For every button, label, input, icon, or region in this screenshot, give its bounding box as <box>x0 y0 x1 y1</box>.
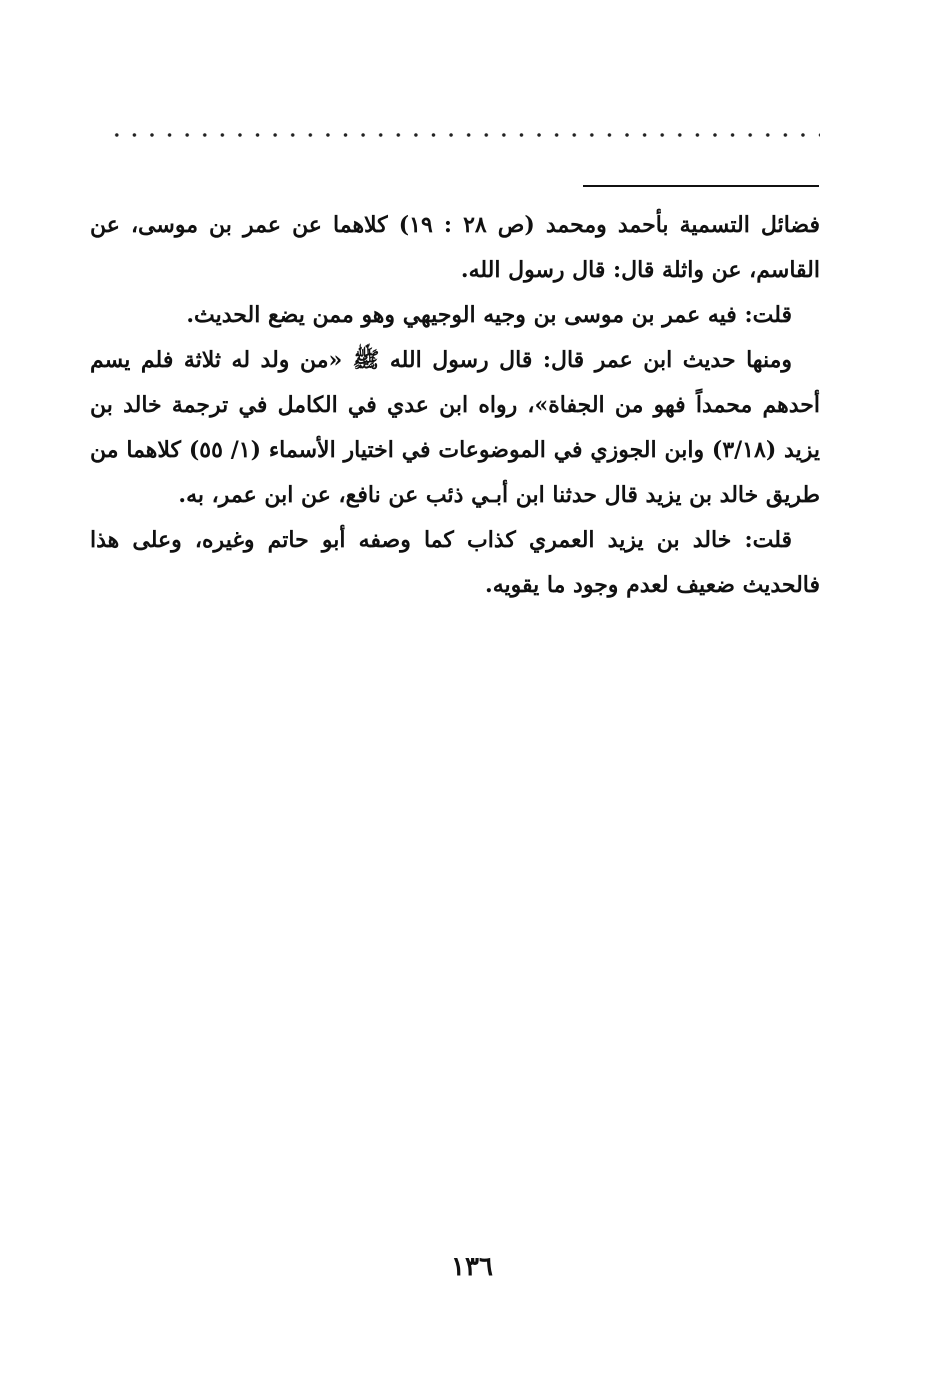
footnote-rule <box>583 185 819 187</box>
footnote-paragraph-2-label: قلت: <box>744 302 792 328</box>
page-number: ١٣٦ <box>451 1252 493 1282</box>
footnote-paragraph-4 <box>90 518 820 608</box>
footnote-paragraph-2 <box>90 293 820 338</box>
footnote-paragraph-1-text: فضائل التسمية بأحمد ومحمد (ص ٢٨ : ١٩) كلاهما عن عمر بن موسى، عن القاسم، عن واثلة قال: قال رسول الله. <box>90 212 820 283</box>
footnote-paragraph-4-label: قلت: <box>744 527 792 553</box>
footnote-paragraph-3 <box>90 338 820 518</box>
footnote-paragraph-2-text: فيه عمر بن موسى بن وجيه الوجيهي وهو ممن يضع الحديث. <box>186 302 745 328</box>
dotted-separator <box>108 132 820 138</box>
footnote-text <box>90 203 820 608</box>
footnote-paragraph-4-text: خالد بن يزيد العمري كذاب كما وصفه أبو حاتم وغيره، وعلى هذا فالحديث ضعيف لعدم وجود ما يقويه. <box>90 527 820 598</box>
footnote-paragraph-1 <box>90 203 820 293</box>
footnote-paragraph-3-text: ومنها حديث ابن عمر قال: قال رسول الله ﷺ «من ولد له ثلاثة فلم يسم أحدهم محمداً فهو من الجفاة»، رواه ابن عدي في الكامل في ترجمة خالد بن يزيد (٣/١٨) وابن الجوزي في الموضوعات في اختيار الأسماء (١/ ٥٥) كلاهما من طريق خالد بن يزيد قال حدثنا ابن أبـي ذئب عن نافع، عن ابن عمر، به. <box>90 347 820 508</box>
